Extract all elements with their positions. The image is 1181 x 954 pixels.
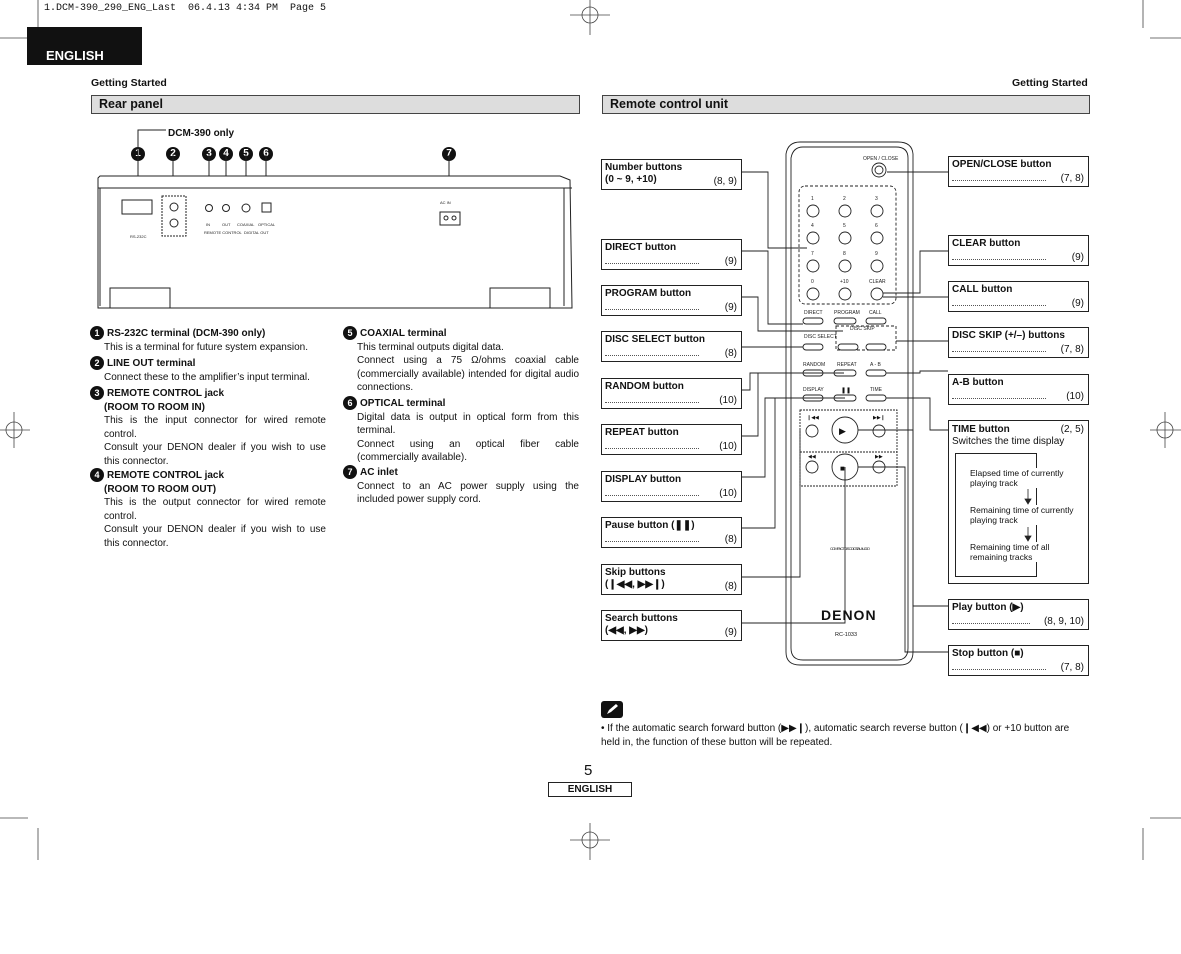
key-9: 9: [875, 251, 878, 257]
label-disc-skip-buttons: DISC SKIP (+/–) buttons (7, 8): [948, 327, 1089, 358]
key-0: 0: [811, 279, 814, 285]
language-tab: ENGLISH: [27, 27, 142, 65]
desc-item-1: [90, 326, 326, 354]
desc-item-5: [343, 326, 579, 395]
stop-glyph-icon: ■: [840, 464, 845, 473]
time-step-3: Remaining time of all remaining tracks: [970, 542, 1082, 562]
desc-head-4: REMOTE CONTROL jack: [107, 470, 225, 481]
panel-label-optical: OPTICAL: [258, 222, 276, 227]
desc-body-3b: Consult your DENON dealer if you wish to use this connector.: [104, 442, 326, 467]
label-time-button: TIME button (2, 5) Switches the time display Elapsed time of currently playing track Remaining time of currently playing track Remaining time of all remaining tracks: [948, 420, 1089, 584]
panel-label-digital-out: DIGITAL OUT: [244, 230, 269, 235]
key-open-close: OPEN / CLOSE: [863, 156, 899, 162]
model-number: RC-1033: [835, 632, 858, 638]
panel-label-coaxial: COAXIAL: [237, 222, 255, 227]
label-play-button: Play button (▶) (8, 9, 10): [948, 599, 1089, 630]
rear-panel-title: Rear panel: [91, 95, 580, 114]
desc-item-7: [343, 465, 579, 507]
callout-2: 2: [166, 147, 180, 161]
time-step-1: Elapsed time of currently playing track: [970, 468, 1082, 488]
key-6: 6: [875, 223, 878, 229]
desc-head-2: LINE OUT terminal: [107, 358, 196, 369]
callout-3: 3: [202, 147, 216, 161]
label-display-button: DISPLAY button (10): [601, 471, 742, 502]
key-program: PROGRAM: [834, 310, 860, 316]
key-7: 7: [811, 251, 814, 257]
key-ab: A - B: [870, 362, 881, 368]
callout-4: 4: [219, 147, 233, 161]
callout-6: 6: [259, 147, 273, 161]
desc-head-7: AC inlet: [360, 467, 398, 478]
remote-title: Remote control unit: [602, 95, 1090, 114]
label-ab-button: A-B button (10): [948, 374, 1089, 405]
rear-panel-descriptions: [90, 326, 580, 556]
desc-body-5a: This terminal outputs digital data.: [357, 341, 504, 353]
desc-head-3: REMOTE CONTROL jack: [107, 388, 225, 399]
key-2: 2: [843, 196, 846, 202]
desc-body-6b: Connect using an optical fiber cable (commercially available).: [357, 438, 579, 463]
desc-item-4: [90, 468, 326, 550]
desc-num-6: 6: [343, 396, 357, 410]
pause-glyph-icon: ❚❚: [841, 388, 852, 394]
key-call: CALL: [869, 310, 882, 316]
note-pencil-icon: [601, 701, 623, 718]
panel-label-in: IN: [206, 222, 210, 227]
label-program-button: PROGRAM button (9): [601, 285, 742, 316]
panel-label-out: OUT: [222, 222, 231, 227]
search-back-glyph-icon: ◀◀: [808, 454, 816, 460]
dcm-note: DCM-390 only: [168, 128, 235, 139]
desc-num-2: 2: [90, 356, 104, 370]
key-disc-skip: DISC SKIP: [850, 326, 875, 332]
panel-label-rs232c: RS-232C: [130, 234, 147, 239]
label-open-close-button: OPEN/CLOSE button (7, 8): [948, 156, 1089, 187]
desc-body-3a: This is the input connector for wired remote control.: [104, 415, 326, 440]
desc-head2-4: (ROOM TO ROOM OUT): [104, 483, 217, 495]
time-step-2: Remaining time of currently playing track: [970, 505, 1082, 525]
desc-num-1: 1: [90, 326, 104, 340]
label-clear-button: CLEAR button (9): [948, 235, 1089, 266]
key-plus10: +10: [840, 279, 849, 285]
key-4: 4: [811, 223, 814, 229]
label-search-buttons: Search buttons (◀◀, ▶▶) (9): [601, 610, 742, 641]
panel-label-acin: AC IN: [440, 200, 451, 205]
panel-label-remote: REMOTE CONTROL: [204, 230, 242, 235]
callout-7: 7: [442, 147, 456, 161]
key-time: TIME: [870, 387, 882, 393]
desc-item-6: [343, 396, 579, 465]
key-repeat: REPEAT: [837, 362, 857, 368]
desc-num-5: 5: [343, 326, 357, 340]
note-text: • If the automatic search forward button (▶▶❙), automatic search reverse button (❙◀◀) or +10 button are held in, the function of these button will be repeated.: [601, 723, 1070, 748]
desc-body-4a: This is the output connector for wired remote control.: [104, 497, 326, 522]
key-random: RANDOM: [803, 362, 826, 368]
desc-body-1: This is a terminal for future system expansion.: [104, 341, 308, 353]
key-display: DISPLAY: [803, 387, 824, 393]
skip-back-glyph-icon: ❙◀◀: [807, 415, 819, 421]
key-direct: DIRECT: [804, 310, 823, 316]
section-label-left: Getting Started: [91, 77, 167, 89]
label-pause-button: Pause button (❚❚) (8): [601, 517, 742, 548]
label-repeat-button: REPEAT button (10): [601, 424, 742, 455]
section-label-right: Getting Started: [1012, 77, 1088, 89]
callout-1: 1: [131, 147, 145, 161]
label-number-buttons: Number buttons (0 ~ 9, +10) (8, 9): [601, 159, 742, 190]
desc-body-6a: Digital data is output in optical form from this terminal.: [357, 411, 579, 436]
desc-num-3: 3: [90, 386, 104, 400]
label-stop-button: Stop button (■) (7, 8): [948, 645, 1089, 676]
desc-item-2: [90, 356, 326, 384]
search-fwd-glyph-icon: ▶▶: [875, 454, 883, 460]
skip-fwd-glyph-icon: ▶▶❙: [873, 415, 885, 421]
desc-head-6: OPTICAL terminal: [360, 398, 446, 409]
footer-language-tag: ENGLISH: [548, 782, 632, 797]
print-header: 1.DCM-390_290_ENG_Last 06.4.13 4:34 PM Page 5: [44, 3, 327, 14]
brand-logo: DENON: [821, 607, 877, 623]
label-disc-select-button: DISC SELECT button (8): [601, 331, 742, 362]
desc-head-5: COAXIAL terminal: [360, 328, 447, 339]
desc-num-7: 7: [343, 465, 357, 479]
key-disc-select: DISC SELECT: [804, 334, 837, 340]
desc-body-2: Connect these to the amplifier’s input terminal.: [104, 371, 310, 383]
key-3: 3: [875, 196, 878, 202]
label-call-button: CALL button (9): [948, 281, 1089, 312]
key-clear: CLEAR: [869, 279, 886, 285]
desc-item-3: [90, 386, 326, 468]
time-cycle-arrows: [949, 421, 1088, 583]
key-5: 5: [843, 223, 846, 229]
cd-logo: COMPACT DISC DIGITAL AUDIO: [830, 546, 870, 551]
desc-body-4b: Consult your DENON dealer if you wish to use this connector.: [104, 524, 326, 549]
label-skip-buttons: Skip buttons (❙◀◀, ▶▶❙) (8): [601, 564, 742, 595]
desc-head-1: RS-232C terminal (DCM-390 only): [107, 328, 266, 339]
desc-body-5b: Connect using a 75 Ω/ohms coaxial cable (commercially available) intended for digital audio connections.: [357, 355, 579, 393]
desc-body-7: Connect to an AC power supply using the included power supply cord.: [357, 480, 579, 505]
key-8: 8: [843, 251, 846, 257]
page-number: 5: [584, 762, 593, 779]
rear-panel-drawing: [90, 128, 580, 313]
label-random-button: RANDOM button (10): [601, 378, 742, 409]
desc-num-4: 4: [90, 468, 104, 482]
key-1: 1: [811, 196, 814, 202]
play-glyph-icon: ▶: [839, 426, 846, 436]
desc-head2-3: (ROOM TO ROOM IN): [104, 401, 205, 413]
label-direct-button: DIRECT button (9): [601, 239, 742, 270]
callout-5: 5: [239, 147, 253, 161]
